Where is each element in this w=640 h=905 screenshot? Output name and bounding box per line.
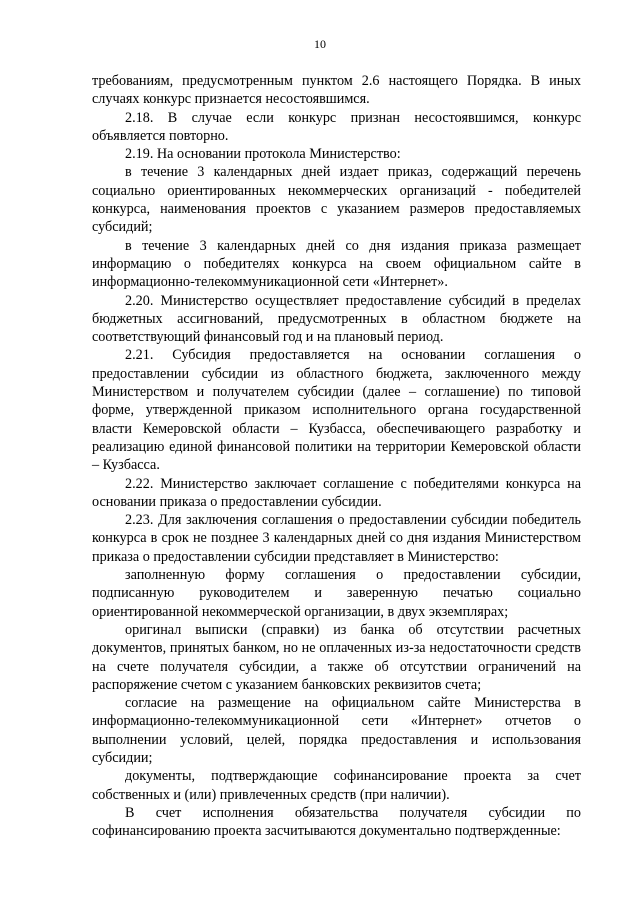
paragraph-continuation: требованиям, предусмотренным пунктом 2.6 настоящего Порядка. В иных случаях конкурс признается несостоявшимся. [92,73,581,108]
paragraph-2-20: 2.20. Министерство осуществляет предоставление субсидий в пределах бюджетных ассигнований, предусмотренных в областном бюджете на соответствующий финансовый год и на плановый период. [92,292,581,346]
paragraph-2-23: 2.23. Для заключения соглашения о предоставлении субсидии победитель конкурса в срок не позднее 3 календарных дней со дня издания Министерством приказа о предоставлении субсидии представляет в Министерство: [92,512,581,565]
paragraph-2-23-consent: согласие на размещение на официальном сайте Министерства в информационно-телекоммуникационной сети «Интернет» отчетов о выполнении условий, целей, порядка предоставления и использования субсидии; [92,695,581,766]
paragraph-2-18: 2.18. В случае если конкурс признан несостоявшимся, конкурс объявляется повторно. [92,109,581,144]
paragraph-2-19: 2.19. На основании протокола Министерство: [125,146,401,163]
paragraph-2-23-bank-statement: оригинал выписки (справки) из банка об отсутствии расчетных документов, принятых банком, но не оплаченных из-за недостаточности средств на счете получателя субсидии, а также об отсутствии ограничений на распоряжение счетом с указанием банковских реквизитов счета; [92,621,581,693]
paragraph-2-23-cofinancing-docs: документы, подтверждающие софинансирование проекта за счет собственных и (или) привлеченных средств (при наличии). [92,768,581,803]
paragraph-2-21: 2.21. Субсидия предоставляется на основании соглашения о предоставлении субсидии из областного бюджета, заключенного между Министерством и получателем субсидии (далее – соглашение) по типовой форме, утвержденной приказом исполнительного органа государственной власти Кемеровской области – Кузбасса, обеспечивающего разработку и реализацию единой финансовой политики на территории Кемеровской области – Кузбасса. [92,347,581,474]
page-number: 10 [314,37,326,51]
paragraph-cofinancing: В счет исполнения обязательства получателя субсидии по софинансированию проекта засчитываются документально подтвержденные: [92,804,581,840]
paragraph-2-19-publish: в течение 3 календарных дней со дня издания приказа размещает информацию о победителях конкурса на своем официальном сайте в информационно-телекоммуникационной сети «Интернет». [92,237,581,291]
document-body [92,72,581,840]
paragraph-2-19-order: в течение 3 календарных дней издает приказ, содержащий перечень социально ориентированных некоммерческих организаций - победителей конкурса, наименования проектов с указанием размеров предоставляемых субсидий; [92,164,581,236]
paragraph-2-23-agreement-form: заполненную форму соглашения о предоставлении субсидии, подписанную руководителем и заверенную печатью социально ориентированной некоммерческой организации, в двух экземплярах; [92,567,581,620]
paragraph-2-22: 2.22. Министерство заключает соглашение с победителями конкурса на основании приказа о предоставлении субсидии. [92,475,581,510]
